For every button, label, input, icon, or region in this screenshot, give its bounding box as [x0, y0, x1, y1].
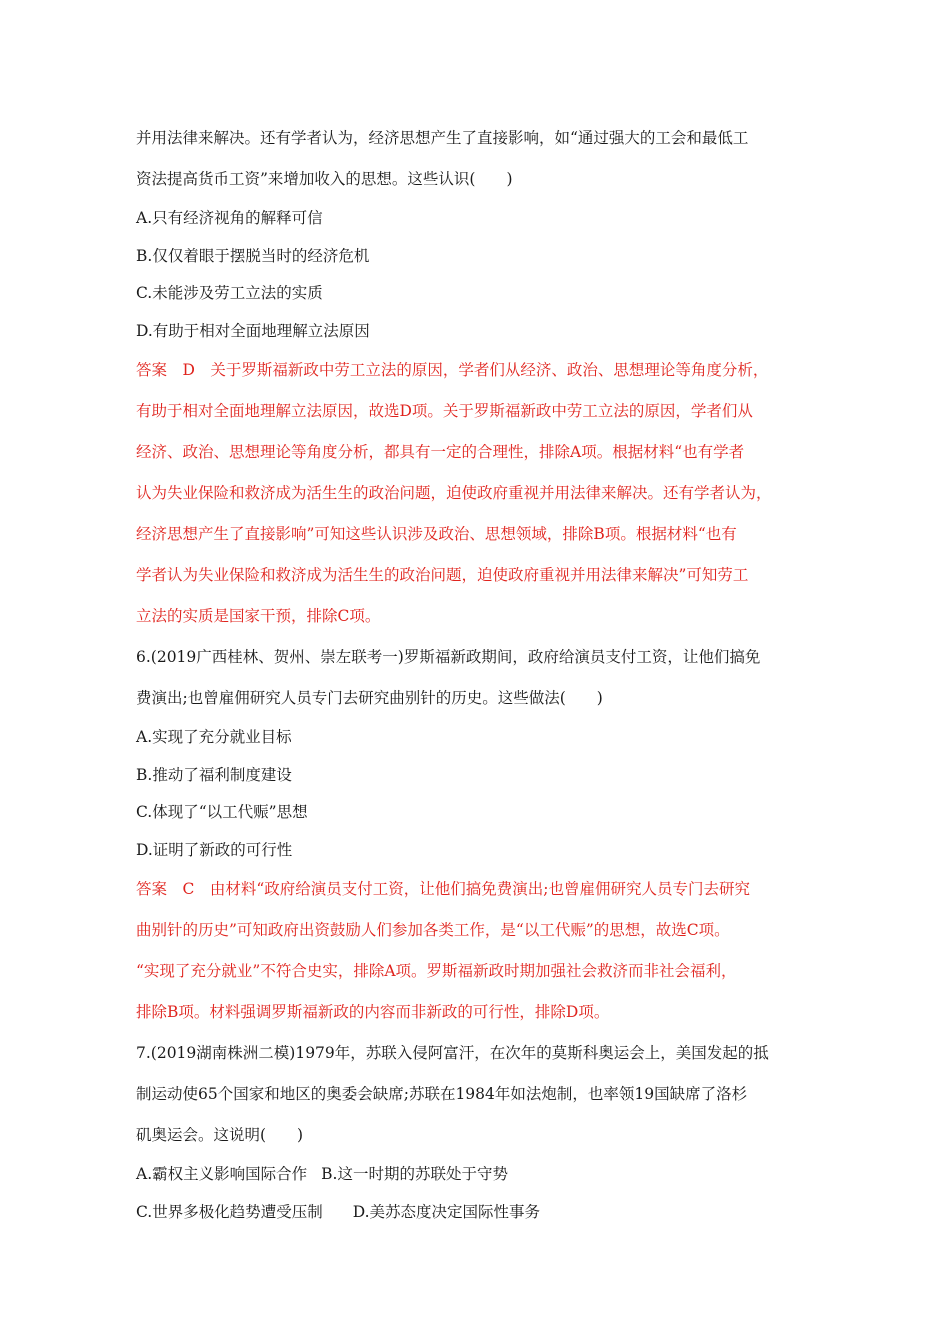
- stem-line: 矶奥运会。这说明( ): [136, 1126, 304, 1144]
- stem-line: 费演出;也曾雇佣研究人员专门去研究曲别针的历史。这些做法( ): [136, 689, 603, 707]
- answer-line: 答案 D 关于罗斯福新政中劳工立法的原因，学者们从经济、政治、思想理论等角度分析，: [136, 361, 769, 379]
- stem-line: 资法提高货币工资”来增加收入的思想。这些认识( ): [136, 170, 513, 188]
- option-b: B.仅仅着眼于摆脱当时的经济危机: [136, 246, 370, 265]
- question-7: [136, 1033, 816, 1231]
- option-d: D.有助于相对全面地理解立法原因: [136, 321, 370, 340]
- answer-line: 答案 C 由材料“政府给演员支付工资，让他们搞免费演出;也曾雇佣研究人员专门去研究: [136, 880, 751, 898]
- option-d: D.美苏态度决定国际性事务: [352, 1202, 541, 1221]
- option-a: A.霸权主义影响国际合作: [136, 1165, 308, 1183]
- answer-line: 认为失业保险和救济成为活生生的政治问题，迫使政府重视并用法律来解决。还有学者认为，: [136, 484, 772, 502]
- option-d: D.证明了新政的可行性: [136, 840, 293, 859]
- option-b: B.推动了福利制度建设: [136, 765, 292, 784]
- question-5-continued: [136, 118, 816, 637]
- stem-line: 7.(2019湖南株洲二模)1979年，苏联入侵阿富汗，在次年的莫斯科奥运会上，美国发起的抵: [136, 1044, 769, 1062]
- option-c: C.世界多极化趋势遭受压制: [136, 1202, 323, 1221]
- option-c: C.体现了“以工代赈”思想: [136, 803, 308, 821]
- stem-line: 制运动使65个国家和地区的奥委会缺席;苏联在1984年如法炮制，也率领19国缺席了洛杉: [136, 1085, 748, 1103]
- answer-explanation: [136, 350, 816, 637]
- option-c: C.未能涉及劳工立法的实质: [136, 284, 323, 302]
- option-row: [136, 1156, 816, 1194]
- answer-line: 立法的实质是国家干预，排除C项。: [136, 607, 381, 625]
- answer-line: 有助于相对全面地理解立法原因，故选D项。关于罗斯福新政中劳工立法的原因，学者们从: [136, 402, 753, 420]
- stem-line: 并用法律来解决。还有学者认为，经济思想产生了直接影响，如“通过强大的工会和最低工: [136, 129, 749, 147]
- question-6: [136, 637, 816, 1033]
- option-b: B.这一时期的苏联处于守势: [321, 1165, 508, 1183]
- answer-line: 经济、政治、思想理论等角度分析，都具有一定的合理性，排除A项。根据材料“也有学者: [136, 443, 745, 461]
- document-page: [136, 118, 816, 1231]
- answer-line: “实现了充分就业”不符合史实，排除A项。罗斯福新政时期加强社会救济而非社会福利，: [136, 962, 737, 980]
- option-a: A.只有经济视角的解释可信: [136, 209, 323, 227]
- option-a: A.实现了充分就业目标: [136, 728, 292, 746]
- stem-line: 6.(2019广西桂林、贺州、崇左联考一)罗斯福新政期间，政府给演员支付工资，让他们搞免: [136, 648, 761, 666]
- answer-line: 曲别针的历史”可知政府出资鼓励人们参加各类工作，是“以工代赈”的思想，故选C项。: [136, 921, 730, 939]
- answer-explanation: [136, 869, 816, 1033]
- option-row: [136, 1194, 816, 1232]
- answer-line: 学者认为失业保险和救济成为活生生的政治问题，迫使政府重视并用法律来解决”可知劳工: [136, 566, 749, 584]
- answer-line: 经济思想产生了直接影响”可知这些认识涉及政治、思想领域，排除B项。根据材料“也有: [136, 525, 737, 543]
- answer-line: 排除B项。材料强调罗斯福新政的内容而非新政的可行性，排除D项。: [136, 1003, 610, 1021]
